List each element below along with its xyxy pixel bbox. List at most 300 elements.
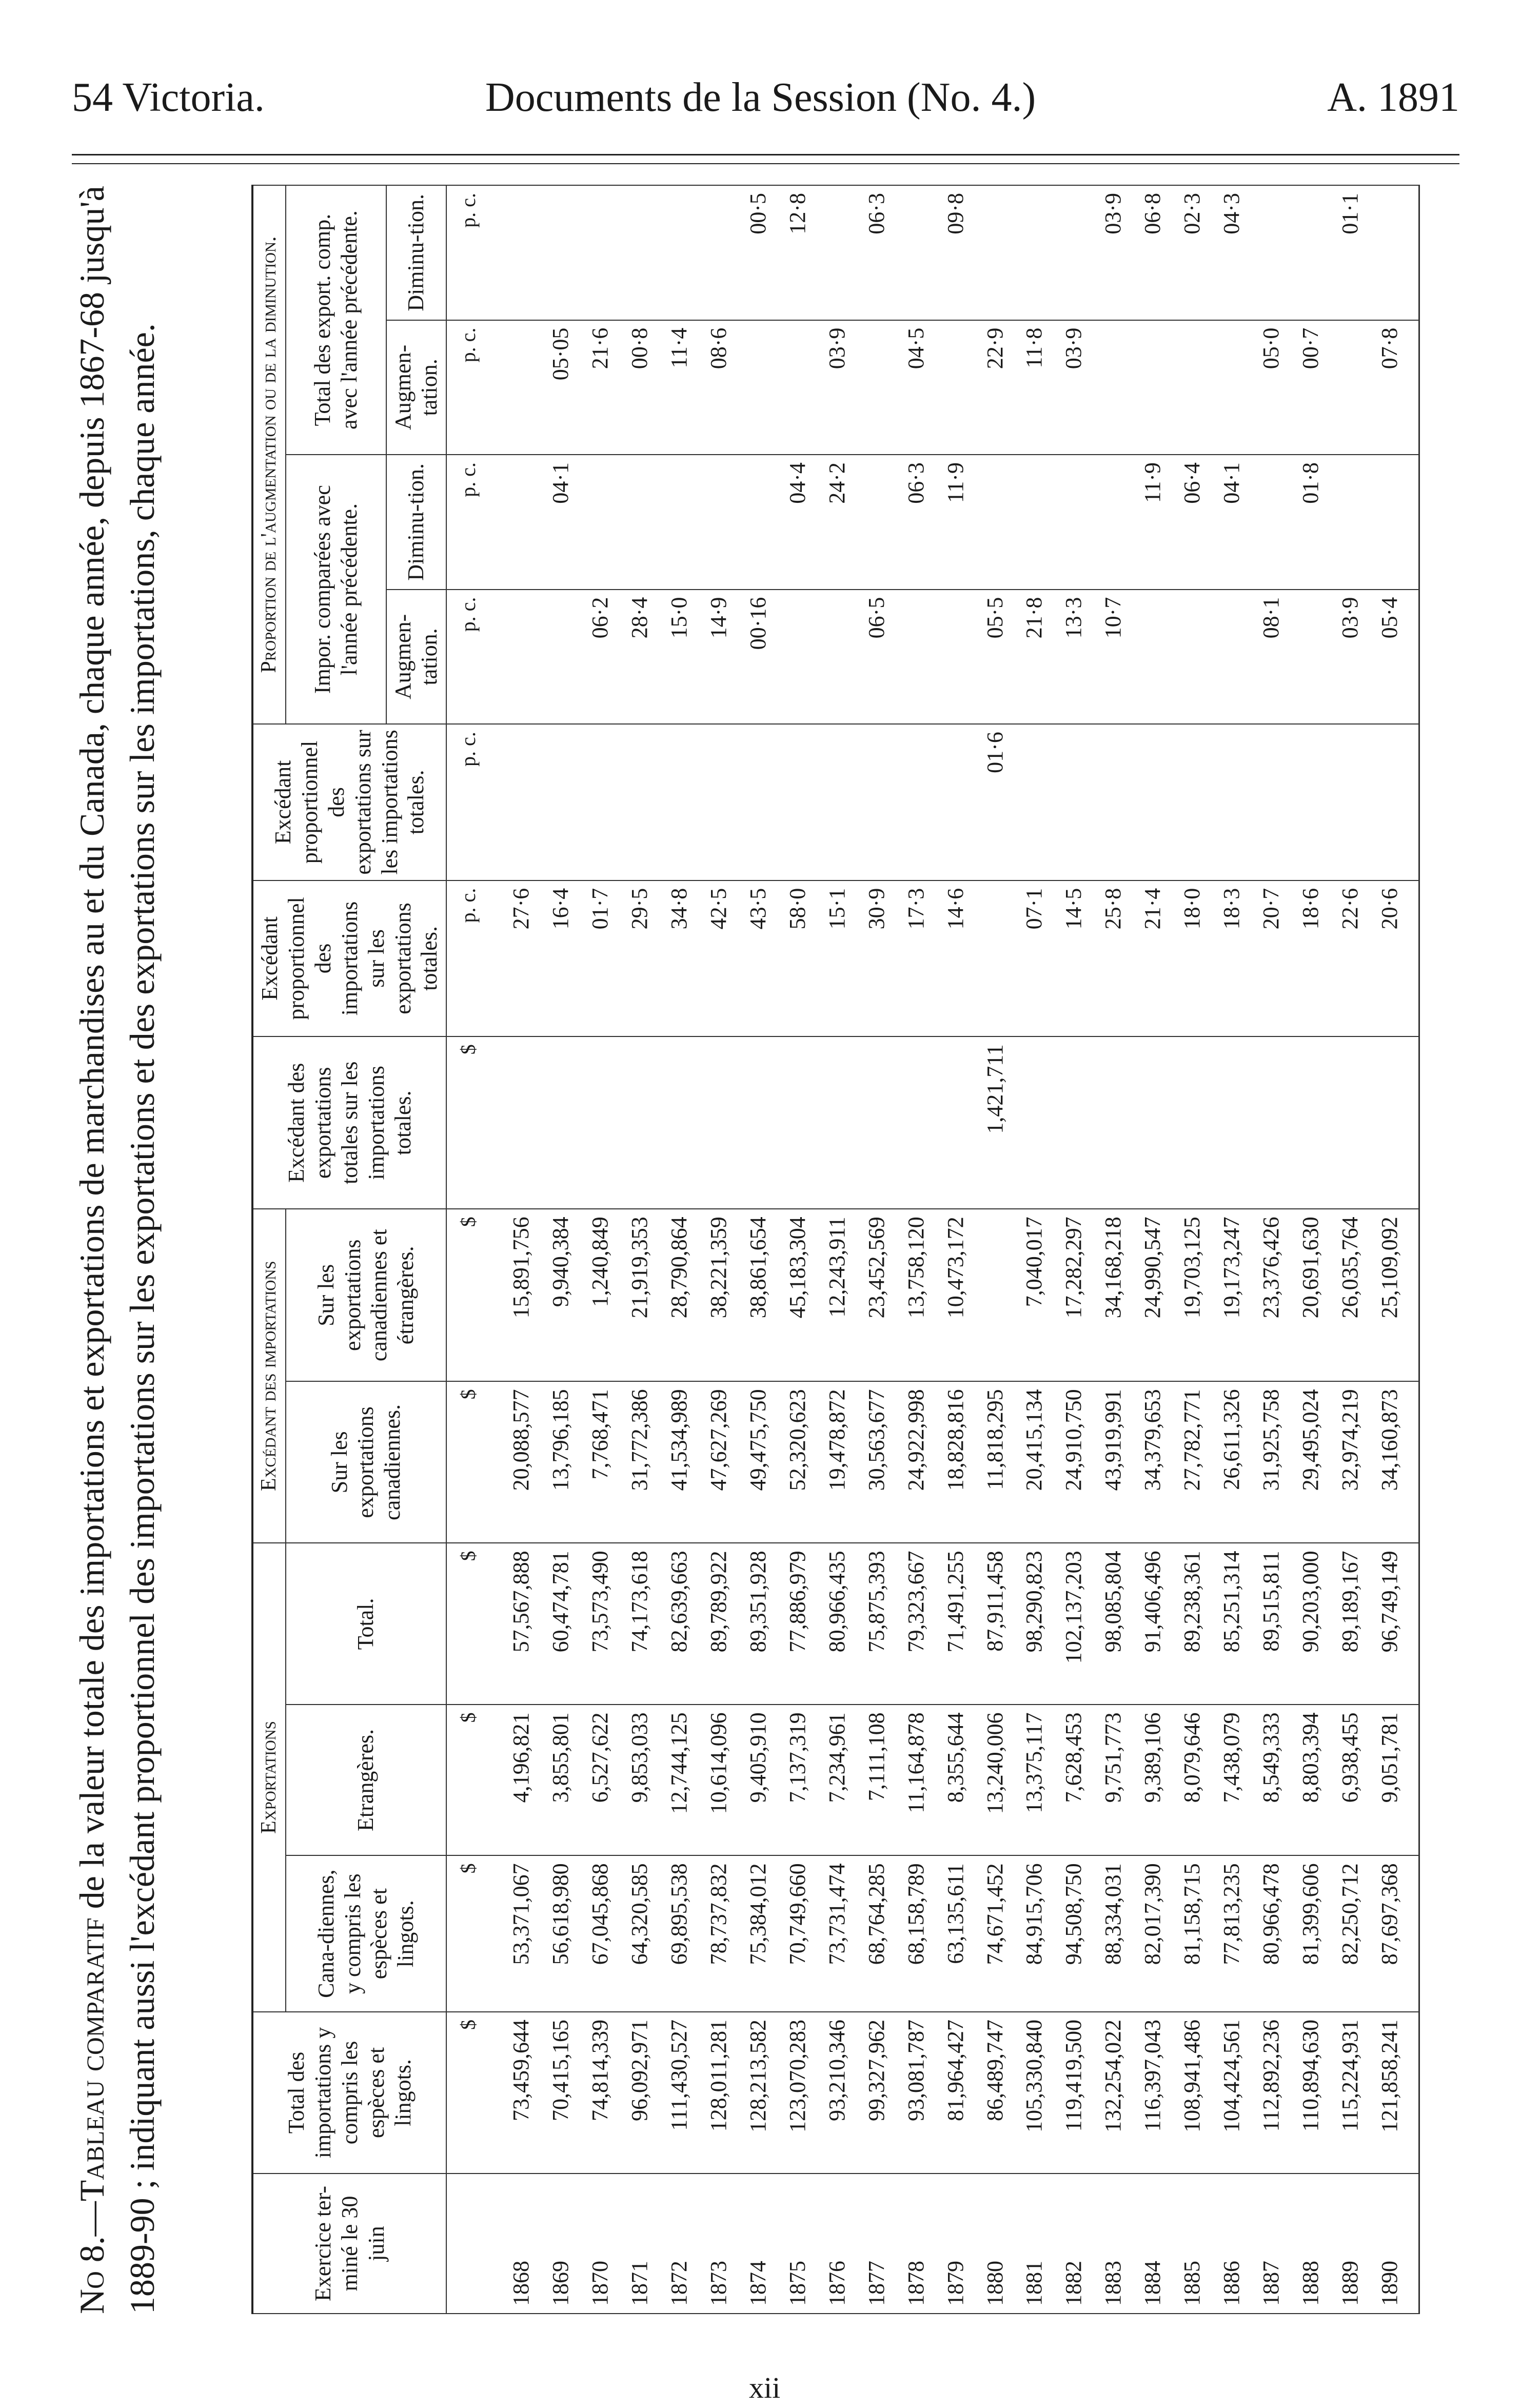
value-cell: 24,922,998 [905,1381,944,1543]
value-cell: 38,861,654 [747,1209,786,1381]
value-cell: 7,137,319 [786,1705,826,1855]
value-cell: 93,081,787 [905,2012,944,2174]
value-cell: 08·1 [1260,590,1299,725]
value-cell: 17,282,297 [1062,1209,1102,1381]
value-cell: 12,744,125 [668,1705,707,1855]
value-cell [628,185,668,320]
value-cell [549,724,589,880]
value-cell: 7,111,108 [865,1705,905,1855]
table-row [984,185,1023,2314]
value-cell: 17·3 [905,880,944,1037]
table-row [668,185,707,2314]
value-cell: 77,813,235 [1220,1855,1260,2012]
value-cell: 74,671,452 [984,1855,1023,2012]
year-cell: 1876 [826,2174,865,2314]
value-cell: 73,459,644 [510,2012,549,2174]
value-cell: 06·5 [865,590,905,725]
col-exp-foreign: Etrangères. [286,1705,447,1855]
value-cell: 29,495,024 [1299,1381,1339,1543]
value-cell: 82,017,390 [1141,1855,1181,2012]
year-cell: 1870 [589,2174,628,2314]
group-proportion: Proportion de l'augmentation ou de la diminution. [252,185,286,724]
value-cell [1299,724,1339,880]
table-row [510,185,549,2314]
value-cell [1181,1036,1220,1209]
value-cell: 20·6 [1378,880,1419,1037]
value-cell [510,320,549,455]
value-cell: 9,751,773 [1102,1705,1141,1855]
value-cell [1299,185,1339,320]
value-cell: 00·8 [628,320,668,455]
value-cell: 7,628,453 [1062,1705,1102,1855]
value-cell [826,590,865,725]
value-cell [865,1036,905,1209]
value-cell: 74,173,618 [628,1543,668,1705]
value-cell [865,320,905,455]
year-cell: 1875 [786,2174,826,2314]
value-cell [549,590,589,725]
value-cell: 119,419,500 [1062,2012,1102,2174]
value-cell: 8,803,394 [1299,1705,1339,1855]
value-cell: 00·16 [747,590,786,725]
value-cell: 9,051,781 [1378,1705,1419,1855]
unit-cell: $ [446,1855,510,2012]
group-exports: Exportations [252,1543,286,2012]
value-cell: 69,895,538 [668,1855,707,2012]
value-cell [1260,1036,1299,1209]
header-rule [72,154,1459,155]
value-cell [1141,590,1181,725]
value-cell: 3,855,801 [549,1705,589,1855]
value-cell: 03·9 [1062,320,1102,455]
value-cell [628,455,668,590]
value-cell [1023,724,1062,880]
value-cell: 13,796,185 [549,1381,589,1543]
value-cell: 64,320,585 [628,1855,668,2012]
table-row [944,185,984,2314]
value-cell [589,724,628,880]
value-cell: 14·6 [944,880,984,1037]
value-cell [1181,724,1220,880]
value-cell: 18·0 [1181,880,1220,1037]
value-cell: 04·1 [549,455,589,590]
value-cell: 81,964,427 [944,2012,984,2174]
value-cell: 29·5 [628,880,668,1037]
value-cell: 9,853,033 [628,1705,668,1855]
value-cell: 78,737,832 [707,1855,747,2012]
table-row [786,185,826,2314]
unit-row [446,185,510,2314]
value-cell: 01·8 [1299,455,1339,590]
value-cell [826,185,865,320]
col-excess-prop-exports: Excédant proportionnel des exportations sur les importations totales. [252,724,446,880]
value-cell [1102,320,1141,455]
value-cell: 90,203,000 [1299,1543,1339,1705]
table-row [1220,185,1260,2314]
table-row [549,185,589,2314]
unit-cell: $ [446,1036,510,1209]
value-cell [1062,185,1102,320]
value-cell: 75,384,012 [747,1855,786,2012]
value-cell [826,724,865,880]
value-cell [1378,1036,1419,1209]
value-cell [905,590,944,725]
value-cell: 108,941,486 [1181,2012,1220,2174]
value-cell [984,1209,1023,1381]
value-cell: 87,697,368 [1378,1855,1419,2012]
col-imports-total: Total des importations y compris les espèces et lingots. [252,2012,446,2174]
table-row [1378,185,1419,2314]
value-cell: 11·9 [944,455,984,590]
value-cell: 56,618,980 [549,1855,589,2012]
value-cell: 128,213,582 [747,2012,786,2174]
table-row [747,185,786,2314]
value-cell [1062,724,1102,880]
header-year-right: A. 1891 [1327,75,1459,120]
value-cell: 31,925,758 [1260,1381,1299,1543]
col-exports-vs-prev: Total des export. comp. avec l'année précédente. [286,185,386,455]
value-cell: 8,079,646 [1181,1705,1220,1855]
value-cell: 123,070,283 [786,2012,826,2174]
value-cell: 96,092,971 [628,2012,668,2174]
value-cell: 75,875,393 [865,1543,905,1705]
value-cell: 21·4 [1141,880,1181,1037]
value-cell [1023,455,1062,590]
value-cell: 57,567,888 [510,1543,549,1705]
value-cell: 04·3 [1220,185,1260,320]
value-cell: 38,221,359 [707,1209,747,1381]
value-cell [510,1036,549,1209]
value-cell: 104,424,561 [1220,2012,1260,2174]
table-row [589,185,628,2314]
value-cell: 23,376,426 [1260,1209,1299,1381]
value-cell [1181,590,1220,725]
value-cell: 04·5 [905,320,944,455]
value-cell: 105,330,840 [1023,2012,1062,2174]
value-cell [747,455,786,590]
value-cell: 7,438,079 [1220,1705,1260,1855]
value-cell: 112,892,236 [1260,2012,1299,2174]
value-cell: 18·3 [1220,880,1260,1037]
value-cell: 25,109,092 [1378,1209,1419,1381]
unit-cell: $ [446,2012,510,2174]
value-cell: 89,351,928 [747,1543,786,1705]
value-cell: 20,415,134 [1023,1381,1062,1543]
value-cell: 18·6 [1299,880,1339,1037]
value-cell: 19,478,872 [826,1381,865,1543]
value-cell [1062,455,1102,590]
value-cell: 11·4 [668,320,707,455]
value-cell: 45,183,304 [786,1209,826,1381]
value-cell [628,724,668,880]
value-cell: 99,327,962 [865,2012,905,2174]
value-cell: 14·9 [707,590,747,725]
value-cell [1378,724,1419,880]
year-cell: 1880 [984,2174,1023,2314]
value-cell [1023,185,1062,320]
value-cell [1102,1036,1141,1209]
value-cell: 82,639,663 [668,1543,707,1705]
value-cell: 88,334,031 [1102,1855,1141,2012]
value-cell [826,1036,865,1209]
value-cell [510,724,549,880]
value-cell: 42·5 [707,880,747,1037]
value-cell [747,724,786,880]
value-cell: 91,406,496 [1141,1543,1181,1705]
group-excess-imports: Excédant des importations [252,1209,286,1543]
table-row [628,185,668,2314]
value-cell: 24·2 [826,455,865,590]
value-cell: 81,399,606 [1299,1855,1339,2012]
table-row [1299,185,1339,2314]
value-cell: 05·05 [549,320,589,455]
value-cell: 87,911,458 [984,1543,1023,1705]
value-cell: 79,323,667 [905,1543,944,1705]
value-cell [944,1036,984,1209]
value-cell [668,455,707,590]
value-cell [589,455,628,590]
value-cell: 27,782,771 [1181,1381,1220,1543]
value-cell: 6,938,455 [1339,1705,1378,1855]
table-body [446,185,1419,2314]
col-imports-increase: Augmen-tation. [386,590,447,725]
value-cell: 68,764,285 [865,1855,905,2012]
value-cell [1260,724,1299,880]
table-row [1141,185,1181,2314]
col-exc-all: Sur les exportations canadiennes et étrangères. [286,1209,447,1381]
value-cell: 03·9 [826,320,865,455]
value-cell: 30·9 [865,880,905,1037]
unit-cell: $ [446,1705,510,1855]
value-cell: 60,474,781 [549,1543,589,1705]
value-cell: 06·8 [1141,185,1181,320]
year-cell: 1882 [1062,2174,1102,2314]
value-cell [747,1036,786,1209]
value-cell [1260,455,1299,590]
value-cell [1023,1036,1062,1209]
value-cell: 05·0 [1260,320,1299,455]
value-cell [707,455,747,590]
value-cell: 80,966,478 [1260,1855,1299,2012]
value-cell: 01·6 [984,724,1023,880]
year-cell: 1878 [905,2174,944,2314]
value-cell [668,185,707,320]
value-cell: 21·8 [1023,590,1062,725]
value-cell [1339,455,1378,590]
value-cell [1378,185,1419,320]
value-cell: 21·6 [589,320,628,455]
value-cell [1141,1036,1181,1209]
year-cell: 1889 [1339,2174,1378,2314]
value-cell: 16·4 [549,880,589,1037]
value-cell: 07·8 [1378,320,1419,455]
value-cell: 28,790,864 [668,1209,707,1381]
year-cell: 1877 [865,2174,905,2314]
value-cell [905,724,944,880]
year-cell: 1886 [1220,2174,1260,2314]
value-cell: 02·3 [1181,185,1220,320]
value-cell: 115,224,931 [1339,2012,1378,2174]
value-cell [1181,320,1220,455]
value-cell: 15·0 [668,590,707,725]
header-title: Documents de la Session (No. 4.) [485,75,1036,120]
col-exc-canadian: Sur les exportations canadiennes. [286,1381,447,1543]
value-cell: 34,160,873 [1378,1381,1419,1543]
value-cell: 110,894,630 [1299,2012,1339,2174]
value-cell: 47,627,269 [707,1381,747,1543]
value-cell: 19,173,247 [1220,1209,1260,1381]
value-cell: 96,749,149 [1378,1543,1419,1705]
value-cell: 06·3 [905,455,944,590]
col-year: Exercice ter-miné le 30 juin [252,2174,446,2314]
value-cell: 34,168,218 [1102,1209,1141,1381]
value-cell: 19,703,125 [1181,1209,1220,1381]
value-cell: 98,290,823 [1023,1543,1062,1705]
table-title-text: de la valeur totale des importations et exportations de marchandises au et du Canada, chaque année, depuis 1867-68 jusqu'à 1889-90 ; indiquant aussi l'excédant proportionnel des importations sur les exportations et des exportations sur les importations, chaque année. [72,186,162,2314]
value-cell: 10,473,172 [944,1209,984,1381]
year-cell: 1871 [628,2174,668,2314]
unit-cell: $ [446,1381,510,1543]
value-cell: 8,549,333 [1260,1705,1299,1855]
value-cell: 94,508,750 [1062,1855,1102,2012]
value-cell [1339,320,1378,455]
value-cell: 1,421,711 [984,1036,1023,1209]
value-cell: 7,768,471 [589,1381,628,1543]
year-cell: 1879 [944,2174,984,2314]
value-cell: 89,789,922 [707,1543,747,1705]
value-cell [944,320,984,455]
value-cell [510,185,549,320]
value-cell: 30,563,677 [865,1381,905,1543]
value-cell: 89,189,167 [1339,1543,1378,1705]
value-cell: 81,158,715 [1181,1855,1220,2012]
value-cell [589,1036,628,1209]
value-cell: 10·7 [1102,590,1141,725]
table-row [1062,185,1102,2314]
value-cell [865,724,905,880]
unit-cell: p. c. [446,320,510,455]
value-cell: 9,940,384 [549,1209,589,1381]
value-cell: 63,135,611 [944,1855,984,2012]
value-cell: 12,243,911 [826,1209,865,1381]
value-cell: 06·3 [865,185,905,320]
header-session-left: 54 Victoria. [72,75,265,120]
value-cell [1339,1036,1378,1209]
unit-cell: p. c. [446,880,510,1037]
value-cell: 09·8 [944,185,984,320]
value-cell: 18,828,816 [944,1381,984,1543]
col-exports-decrease: Diminu-tion. [386,185,447,320]
value-cell [747,320,786,455]
value-cell: 93,210,346 [826,2012,865,2174]
value-cell: 70,415,165 [549,2012,589,2174]
value-cell: 73,573,490 [589,1543,628,1705]
value-cell: 04·1 [1220,455,1260,590]
value-cell [1141,724,1181,880]
year-cell: 1885 [1181,2174,1220,2314]
value-cell: 34·8 [668,880,707,1037]
value-cell [1339,724,1378,880]
col-exp-canadian: Cana-diennes, y compris les espèces et lingots. [286,1855,447,2012]
value-cell: 86,489,747 [984,2012,1023,2174]
value-cell: 67,045,868 [589,1855,628,2012]
table-row [1260,185,1299,2314]
value-cell: 80,966,435 [826,1543,865,1705]
value-cell: 13·3 [1062,590,1102,725]
value-cell: 01·1 [1339,185,1378,320]
table-row [905,185,944,2314]
value-cell [1102,724,1141,880]
value-cell [1299,1036,1339,1209]
value-cell: 10,614,096 [707,1705,747,1855]
value-cell [668,1036,707,1209]
value-cell [944,724,984,880]
value-cell [865,455,905,590]
unit-cell: p. c. [446,724,510,880]
value-cell: 06·4 [1181,455,1220,590]
value-cell: 24,990,547 [1141,1209,1181,1381]
value-cell: 121,858,241 [1378,2012,1419,2174]
value-cell: 1,240,849 [589,1209,628,1381]
value-cell [786,320,826,455]
value-cell: 132,254,022 [1102,2012,1141,2174]
value-cell: 13,758,120 [905,1209,944,1381]
value-cell [1220,320,1260,455]
value-cell: 9,405,910 [747,1705,786,1855]
value-cell: 14·5 [1062,880,1102,1037]
value-cell: 111,430,527 [668,2012,707,2174]
value-cell: 34,379,653 [1141,1381,1181,1543]
year-cell: 1890 [1378,2174,1419,2314]
value-cell: 58·0 [786,880,826,1037]
value-cell [707,185,747,320]
year-cell: 1888 [1299,2174,1339,2314]
value-cell [1062,1036,1102,1209]
value-cell: 9,389,106 [1141,1705,1181,1855]
value-cell: 32,974,219 [1339,1381,1378,1543]
value-cell: 8,355,644 [944,1705,984,1855]
value-cell [1378,455,1419,590]
value-cell: 7,040,017 [1023,1209,1062,1381]
value-cell [628,1036,668,1209]
value-cell: 00·7 [1299,320,1339,455]
value-cell: 102,137,203 [1062,1543,1102,1705]
value-cell: 53,371,067 [510,1855,549,2012]
value-cell: 23,452,569 [865,1209,905,1381]
value-cell: 89,238,361 [1181,1543,1220,1705]
value-cell [1220,724,1260,880]
year-cell: 1869 [549,2174,589,2314]
value-cell: 70,749,660 [786,1855,826,2012]
value-cell: 6,527,622 [589,1705,628,1855]
value-cell: 31,772,386 [628,1381,668,1543]
value-cell: 03·9 [1102,185,1141,320]
rotated-table-page [67,185,1472,2314]
value-cell: 98,085,804 [1102,1543,1141,1705]
value-cell [1220,590,1260,725]
value-cell: 24,910,750 [1062,1381,1102,1543]
table-row [1102,185,1141,2314]
value-cell [905,1036,944,1209]
year-cell: 1883 [1102,2174,1141,2314]
value-cell: 15·1 [826,880,865,1037]
value-cell: 03·9 [1339,590,1378,725]
value-cell: 22·9 [984,320,1023,455]
unit-cell: $ [446,1543,510,1705]
year-cell: 1881 [1023,2174,1062,2314]
value-cell: 26,611,326 [1220,1381,1260,1543]
value-cell [707,724,747,880]
